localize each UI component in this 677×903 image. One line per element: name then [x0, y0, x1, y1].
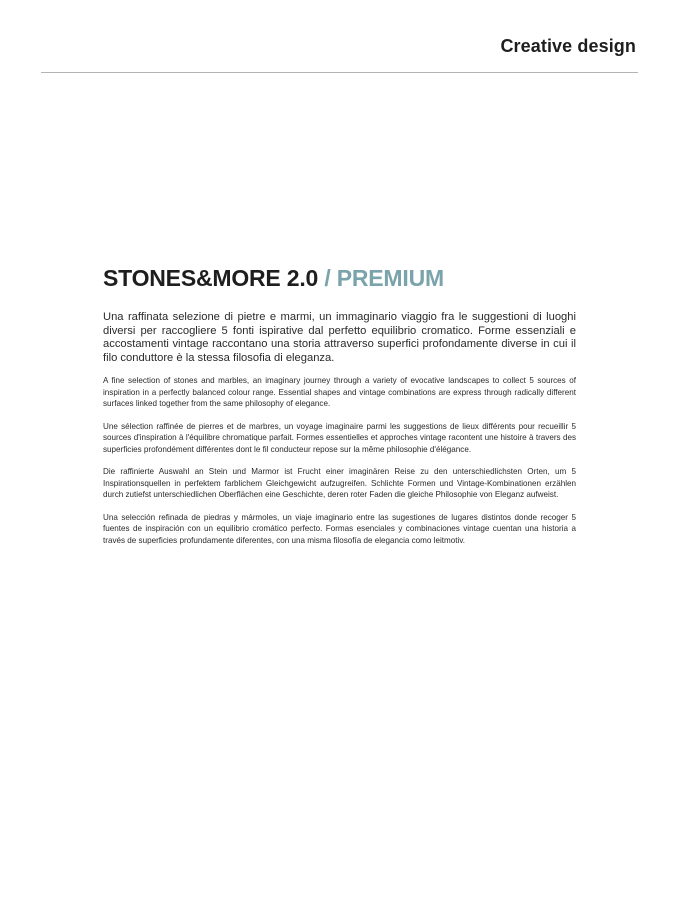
paragraph-en: A fine selection of stones and marbles, an imaginary journey through a variety of evocative landscapes to collect 5 sources of inspiration in a perfectly balanced colour range. Essential shapes and vintage combinations are express through radically different surfaces linked together from the same philosophy of elegance.	[103, 376, 576, 409]
main-content	[103, 265, 576, 557]
header-divider	[41, 72, 638, 73]
title-accent: / PREMIUM	[324, 265, 444, 291]
header-title: Creative design	[500, 36, 636, 56]
paragraph-es: Una selección refinada de piedras y mármoles, un viaje imaginario entre las sugestiones de lugares distintos donde recoger 5 fuentes de inspiración con un equilibrio cromático perfecto. Formas esenciales y combinaciones vintage cuentan una historia a través de superficies profundamente diferentes, con una misma filosofía de elegancia como leitmotiv.	[103, 512, 576, 545]
intro-paragraph-it: Una raffinata selezione di pietre e marmi, un immaginario viaggio fra le suggestioni di luoghi diversi per raccogliere 5 fonti ispirative dal perfetto equilibrio cromatico. Forme essenziali e accostamenti vintage raccontano una storia attraverso superfici profondamente diverse in cui il filo conduttore è la stessa filosofia di eleganza.	[103, 311, 576, 364]
title-main: STONES&MORE 2.0	[103, 265, 319, 291]
paragraph-de: Die raffinierte Auswahl an Stein und Marmor ist Frucht einer imaginären Reise zu den unterschiedlichsten Orten, um 5 Inspirationsquellen in perfektem farblichem Gleichgewicht aufzugreifen. Schlichte Formen und Vintage-Kombinationen erzählen durch zutiefst unterschiedlichen Oberflächen eine Geschichte, deren roter Faden die gleiche Philosophie von Eleganz aufweist.	[103, 467, 576, 500]
paragraph-fr: Une sélection raffinée de pierres et de marbres, un voyage imaginaire parmi les suggestions de lieux différents pour recueillir 5 sources d'inspiration à l'équilibre chromatique parfait. Formes essentielles et approches vintage racontent une histoire à travers des superficies profondément différentes dont le fil conducteur repose sur la même philosophie d'élégance.	[103, 421, 576, 454]
page-title	[103, 265, 576, 292]
